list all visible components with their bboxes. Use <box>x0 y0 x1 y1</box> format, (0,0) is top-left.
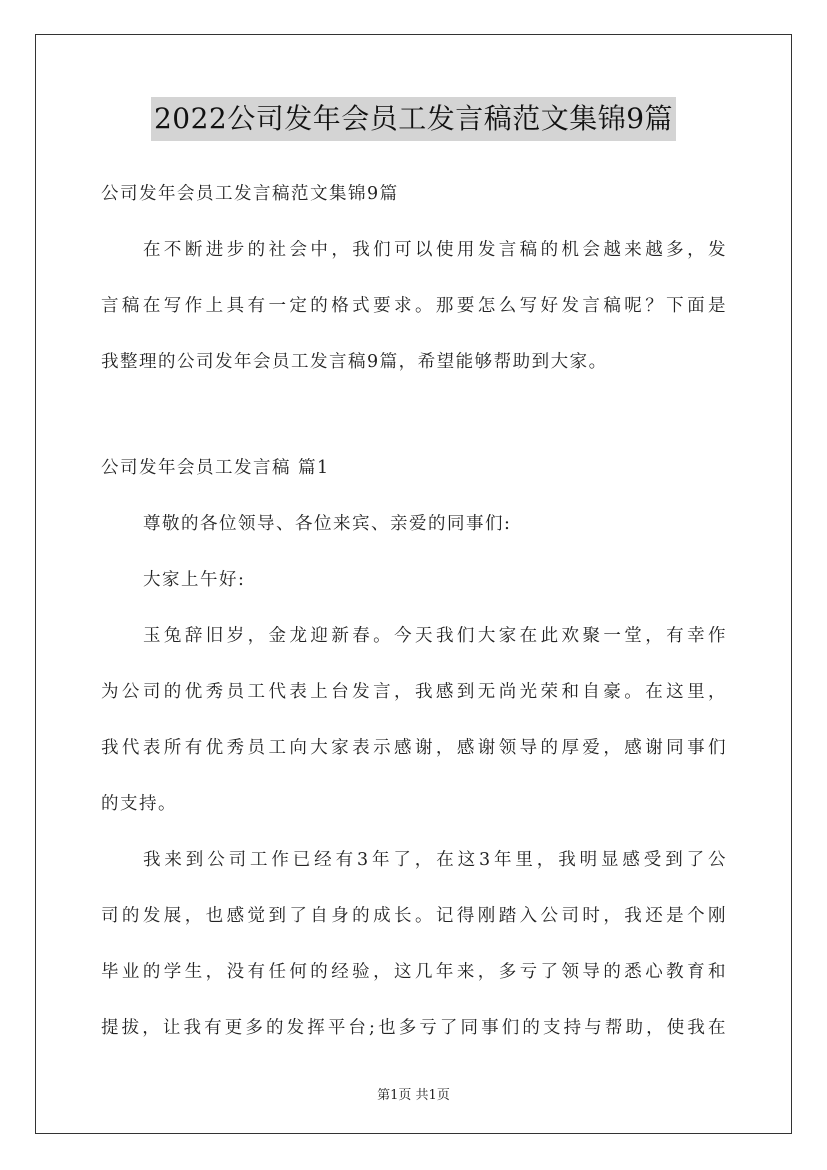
intro-line: 言稿在写作上具有一定的格式要求。那要怎么写好发言稿呢？下面是 <box>101 296 727 316</box>
intro-line: 我整理的公司发年会员工发言稿9篇，希望能够帮助到大家。 <box>101 352 608 372</box>
paragraph-line: 我来到公司工作已经有3年了，在这3年里，我明显感受到了公 <box>143 850 727 870</box>
document-subtitle: 公司发年会员工发言稿范文集锦9篇 <box>101 184 399 204</box>
intro-line: 在不断进步的社会中，我们可以使用发言稿的机会越来越多，发 <box>143 240 727 260</box>
greeting-line: 尊敬的各位领导、各位来宾、亲爱的同事们: <box>143 514 512 534</box>
salutation-line: 大家上午好: <box>143 570 246 590</box>
document-title: 2022公司发年会员工发言稿范文集锦9篇 <box>151 97 676 141</box>
paragraph-line: 司的发展，也感觉到了自身的成长。记得刚踏入公司时，我还是个刚 <box>101 906 727 926</box>
paragraph-line: 我代表所有优秀员工向大家表示感谢，感谢领导的厚爱，感谢同事们 <box>101 738 727 758</box>
title-wrapper <box>0 97 827 141</box>
paragraph-line: 为公司的优秀员工代表上台发言，我感到无尚光荣和自豪。在这里， <box>101 682 727 702</box>
page-footer: 第1页 共1页 <box>377 1088 450 1103</box>
paragraph-line: 毕业的学生，没有任何的经验，这几年来，多亏了领导的悉心教育和 <box>101 962 727 982</box>
paragraph-line: 提拔，让我有更多的发挥平台;也多亏了同事们的支持与帮助，使我在 <box>101 1018 727 1038</box>
section-heading: 公司发年会员工发言稿 篇1 <box>101 458 330 478</box>
paragraph-line: 的支持。 <box>101 794 177 814</box>
paragraph-line: 玉兔辞旧岁，金龙迎新春。今天我们大家在此欢聚一堂，有幸作 <box>143 626 727 646</box>
